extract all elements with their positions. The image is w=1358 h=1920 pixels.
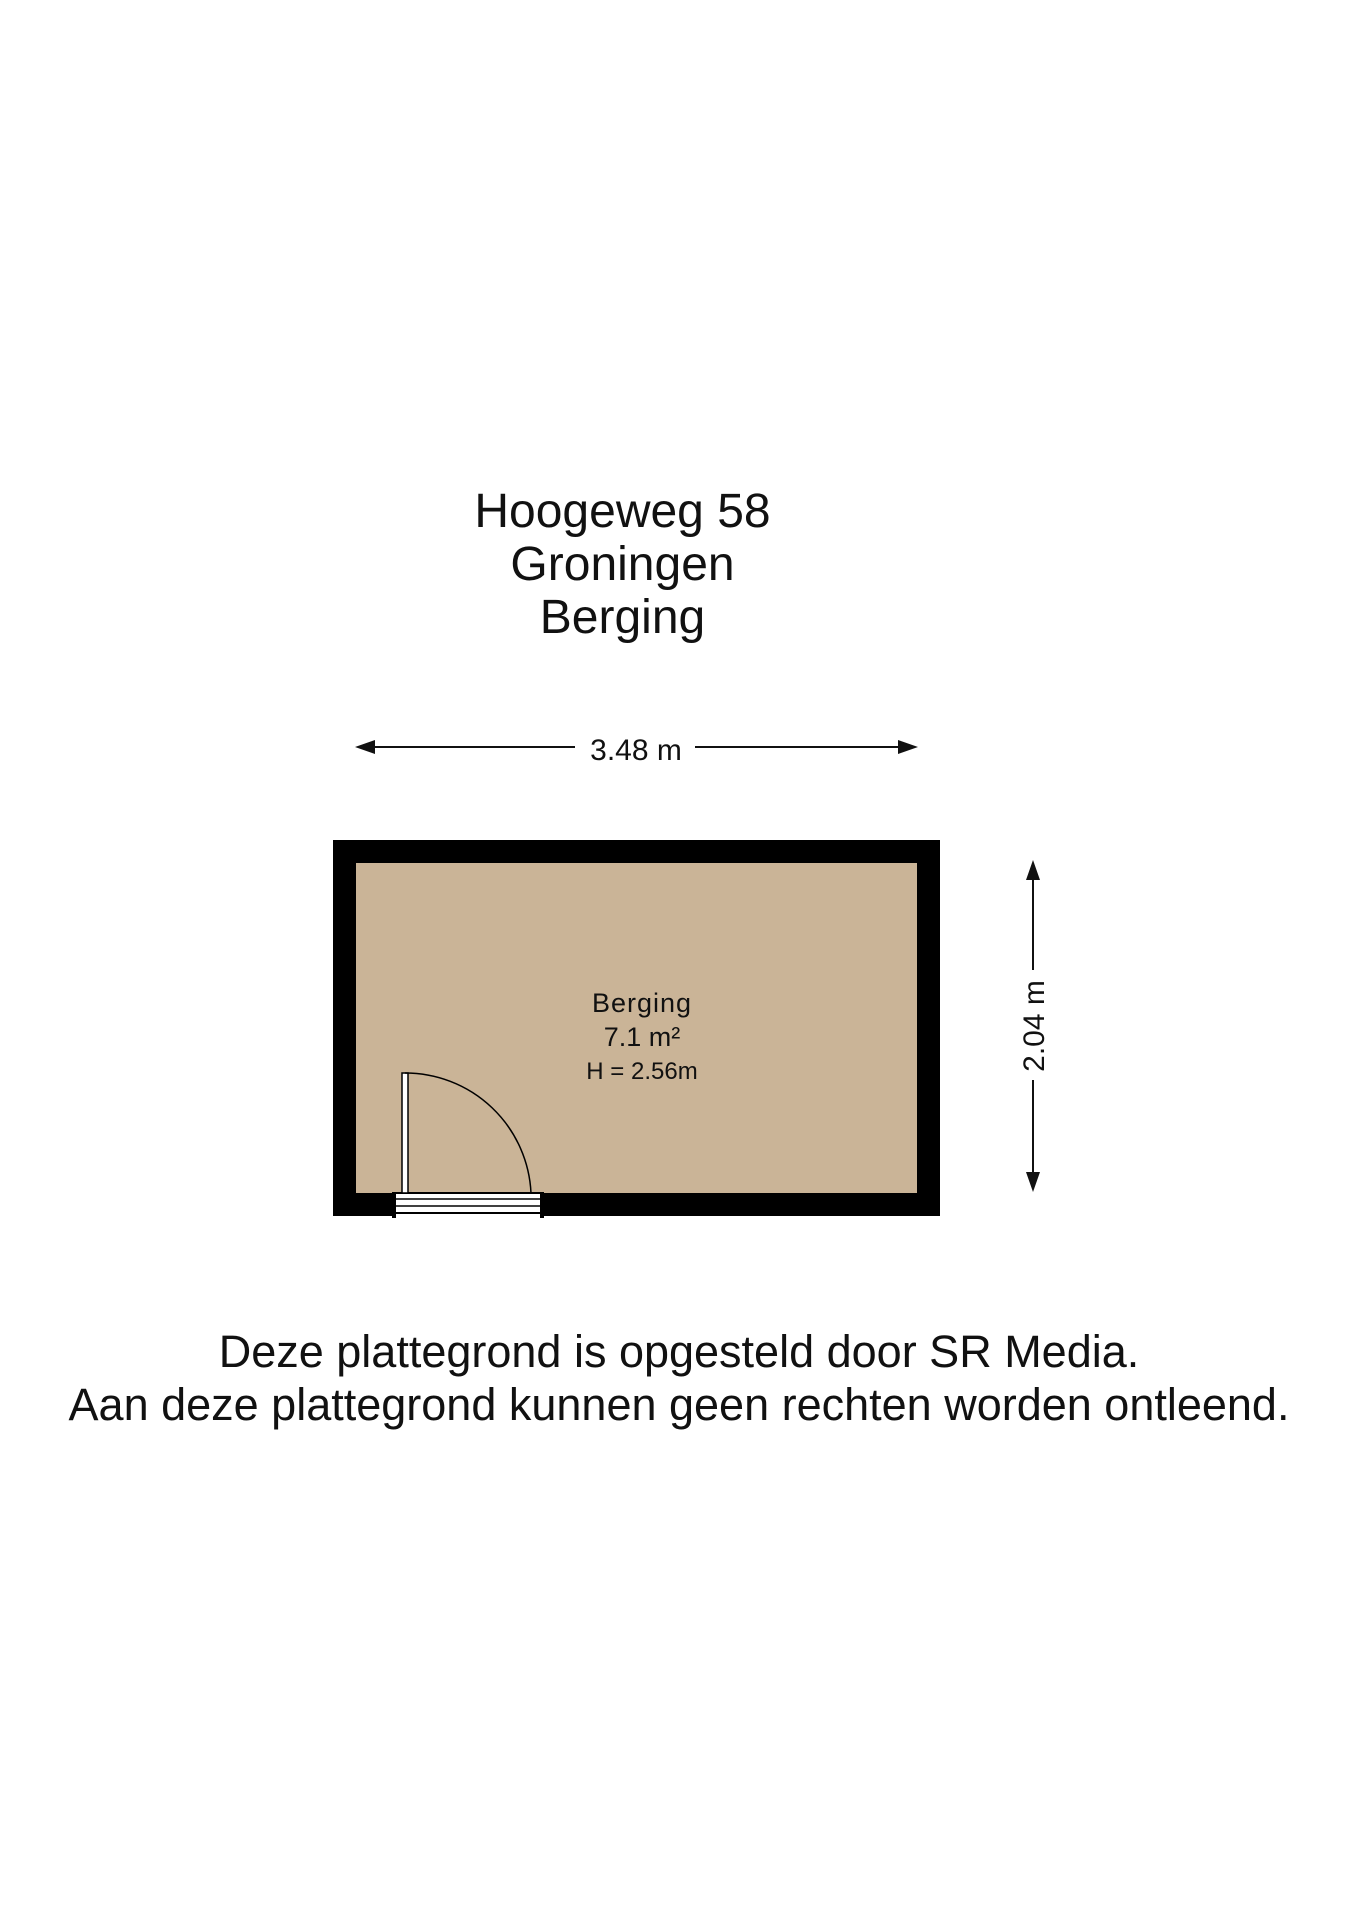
width-dimension (355, 734, 918, 767)
room-height: H = 2.56m (586, 1058, 698, 1085)
door-jamb-right (540, 1192, 544, 1218)
disclaimer (0, 1325, 1358, 1431)
room-name: Berging (591, 988, 693, 1018)
disclaimer-line-1: Deze plattegrond is opgesteld door SR Media. (218, 1326, 1140, 1377)
address-line: Hoogeweg 58 (474, 485, 771, 538)
disclaimer-line-2: Aan deze plattegrond kunnen geen rechten worden ontleend. (68, 1379, 1290, 1430)
room-berging (333, 840, 940, 1218)
door-leaf (402, 1073, 408, 1193)
room-area: 7.1 m² (603, 1022, 681, 1052)
arrow-left-icon (355, 740, 375, 754)
door-opening (392, 1192, 544, 1218)
arrow-right-icon (898, 740, 918, 754)
floor-name-line: Berging (539, 591, 706, 644)
height-dimension (1018, 860, 1051, 1192)
arrow-down-icon (1026, 1172, 1040, 1192)
city-line: Groningen (510, 538, 735, 591)
arrow-up-icon (1026, 860, 1040, 880)
height-dimension-label: 2.04 m (1018, 980, 1051, 1072)
width-dimension-label: 3.48 m (590, 734, 682, 767)
door-jamb-left (392, 1192, 396, 1218)
